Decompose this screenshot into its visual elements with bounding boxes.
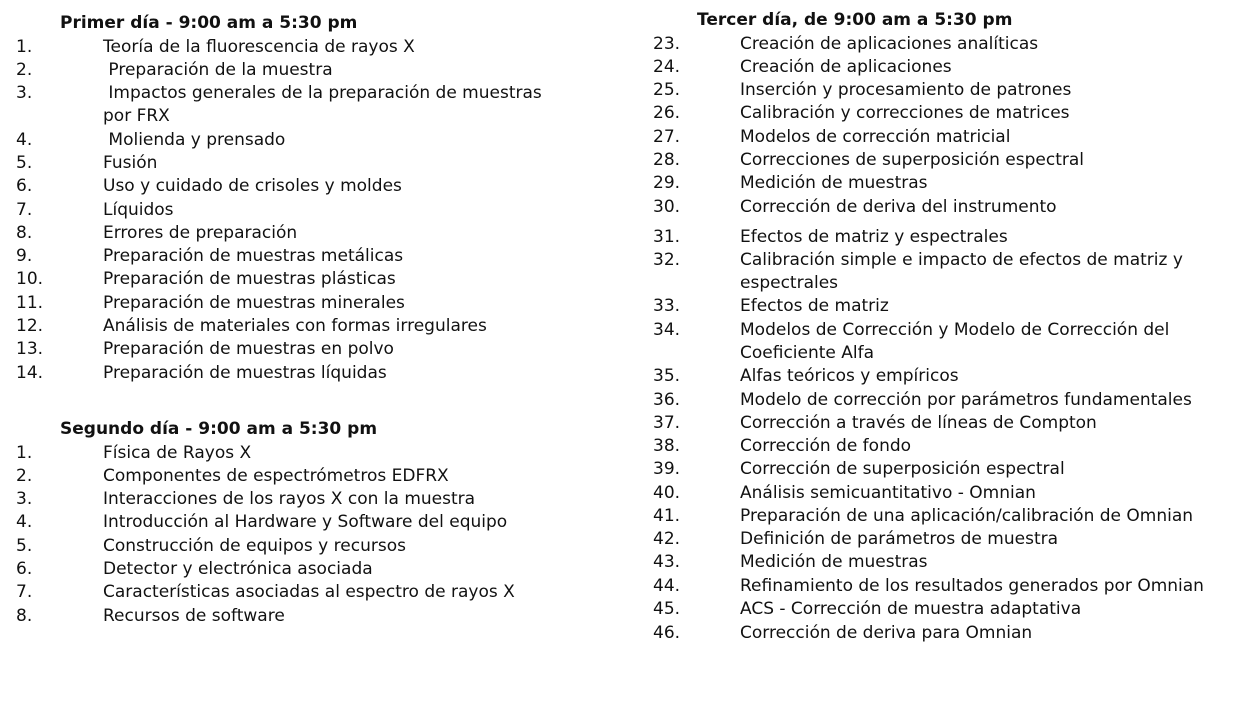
item-text: Corrección de superposición espectral <box>740 459 1065 479</box>
item-text: Corrección de fondo <box>740 436 912 456</box>
item-number: 24. <box>653 57 681 77</box>
item-text: Análisis semicuantitativo - Omnian <box>740 483 1036 503</box>
item-number: 8. <box>16 223 33 243</box>
item-text: Preparación de muestras plásticas <box>103 269 396 289</box>
item-text: Preparación de muestras metálicas <box>103 246 404 266</box>
item-number: 10. <box>16 269 44 289</box>
item-number: 31. <box>653 227 681 247</box>
item-number: 7. <box>16 582 33 602</box>
item-text: Refinamiento de los resultados generados por Omnian <box>740 576 1204 596</box>
item-text: Fusión <box>103 153 158 173</box>
item-number: 25. <box>653 80 681 100</box>
item-text: Preparación de una aplicación/calibración de Omnian <box>740 506 1194 526</box>
item-number: 28. <box>653 150 681 170</box>
item-number: 2. <box>16 466 33 486</box>
item-text: Análisis de materiales con formas irregulares <box>103 316 487 336</box>
item-text: Uso y cuidado de crisoles y moldes <box>103 176 402 196</box>
item-number: 26. <box>653 103 681 123</box>
item-text: Errores de preparación <box>103 223 298 243</box>
item-number: 5. <box>16 153 33 173</box>
item-text: Interacciones de los rayos X con la muestra <box>103 489 476 509</box>
item-number: 6. <box>16 559 33 579</box>
item-number: 44. <box>653 576 681 596</box>
item-number: 9. <box>16 246 33 266</box>
item-number: 2. <box>16 60 33 80</box>
item-text: Física de Rayos X <box>103 443 252 463</box>
item-number: 40. <box>653 483 681 503</box>
item-number: 34. <box>653 320 681 340</box>
item-number: 43. <box>653 552 681 572</box>
item-number: 37. <box>653 413 681 433</box>
item-text: Modelos de Corrección y Modelo de Corrección del Coeficiente Alfa <box>740 320 1170 363</box>
item-text: Preparación de muestras líquidas <box>103 363 387 383</box>
item-number: 6. <box>16 176 33 196</box>
item-number: 11. <box>16 293 44 313</box>
item-number: 12. <box>16 316 44 336</box>
item-text: Construcción de equipos y recursos <box>103 536 406 556</box>
item-number: 1. <box>16 37 33 57</box>
item-number: 30. <box>653 197 681 217</box>
item-number: 38. <box>653 436 681 456</box>
item-number: 3. <box>16 489 33 509</box>
item-number: 36. <box>653 390 681 410</box>
item-number: 4. <box>16 512 33 532</box>
item-text: Corrección de deriva para Omnian <box>740 623 1033 643</box>
item-text: Medición de muestras <box>740 552 928 572</box>
day3-title: Tercer día, de 9:00 am a 5:30 pm <box>697 10 1013 30</box>
item-number: 33. <box>653 296 681 316</box>
item-number: 41. <box>653 506 681 526</box>
item-text: Modelo de corrección por parámetros fundamentales <box>740 390 1192 410</box>
item-text: Definición de parámetros de muestra <box>740 529 1059 549</box>
item-number: 4. <box>16 130 33 150</box>
item-number: 39. <box>653 459 681 479</box>
item-text: Impactos generales de la preparación de muestras por FRX <box>103 83 548 126</box>
item-number: 42. <box>653 529 681 549</box>
item-text: Introducción al Hardware y Software del equipo <box>103 512 508 532</box>
item-number: 32. <box>653 250 681 270</box>
item-text: Líquidos <box>103 200 174 220</box>
item-text: Creación de aplicaciones <box>740 57 952 77</box>
item-text: Efectos de matriz <box>740 296 889 316</box>
item-number: 46. <box>653 623 681 643</box>
item-number: 14. <box>16 363 44 383</box>
item-text: Corrección a través de líneas de Compton <box>740 413 1097 433</box>
day1-title: Primer día - 9:00 am a 5:30 pm <box>60 13 358 33</box>
item-number: 13. <box>16 339 44 359</box>
item-text: Efectos de matriz y espectrales <box>740 227 1008 247</box>
item-text: Recursos de software <box>103 606 285 626</box>
item-text: Calibración simple e impacto de efectos de matriz y espectrales <box>740 250 1183 293</box>
day2-title: Segundo día - 9:00 am a 5:30 pm <box>60 419 378 439</box>
item-number: 45. <box>653 599 681 619</box>
item-text: Preparación de la muestra <box>103 60 333 80</box>
item-number: 5. <box>16 536 33 556</box>
item-text: Medición de muestras <box>740 173 928 193</box>
item-text: Detector y electrónica asociada <box>103 559 373 579</box>
item-number: 1. <box>16 443 33 463</box>
item-number: 23. <box>653 34 681 54</box>
item-number: 29. <box>653 173 681 193</box>
item-number: 7. <box>16 200 33 220</box>
item-text: Inserción y procesamiento de patrones <box>740 80 1072 100</box>
item-text: Molienda y prensado <box>103 130 286 150</box>
item-text: Componentes de espectrómetros EDFRX <box>103 466 449 486</box>
item-number: 3. <box>16 83 33 103</box>
item-text: Características asociadas al espectro de rayos X <box>103 582 515 602</box>
item-text: Alfas teóricos y empíricos <box>740 366 959 386</box>
item-text: Creación de aplicaciones analíticas <box>740 34 1039 54</box>
item-text: Corrección de deriva del instrumento <box>740 197 1057 217</box>
item-text: Calibración y correcciones de matrices <box>740 103 1070 123</box>
item-text: Teoría de la fluorescencia de rayos X <box>103 37 415 57</box>
item-text: Preparación de muestras minerales <box>103 293 405 313</box>
item-text: Modelos de corrección matricial <box>740 127 1011 147</box>
item-number: 8. <box>16 606 33 626</box>
item-text: Correcciones de superposición espectral <box>740 150 1085 170</box>
item-number: 27. <box>653 127 681 147</box>
item-number: 35. <box>653 366 681 386</box>
item-text: ACS - Corrección de muestra adaptativa <box>740 599 1082 619</box>
item-text: Preparación de muestras en polvo <box>103 339 394 359</box>
